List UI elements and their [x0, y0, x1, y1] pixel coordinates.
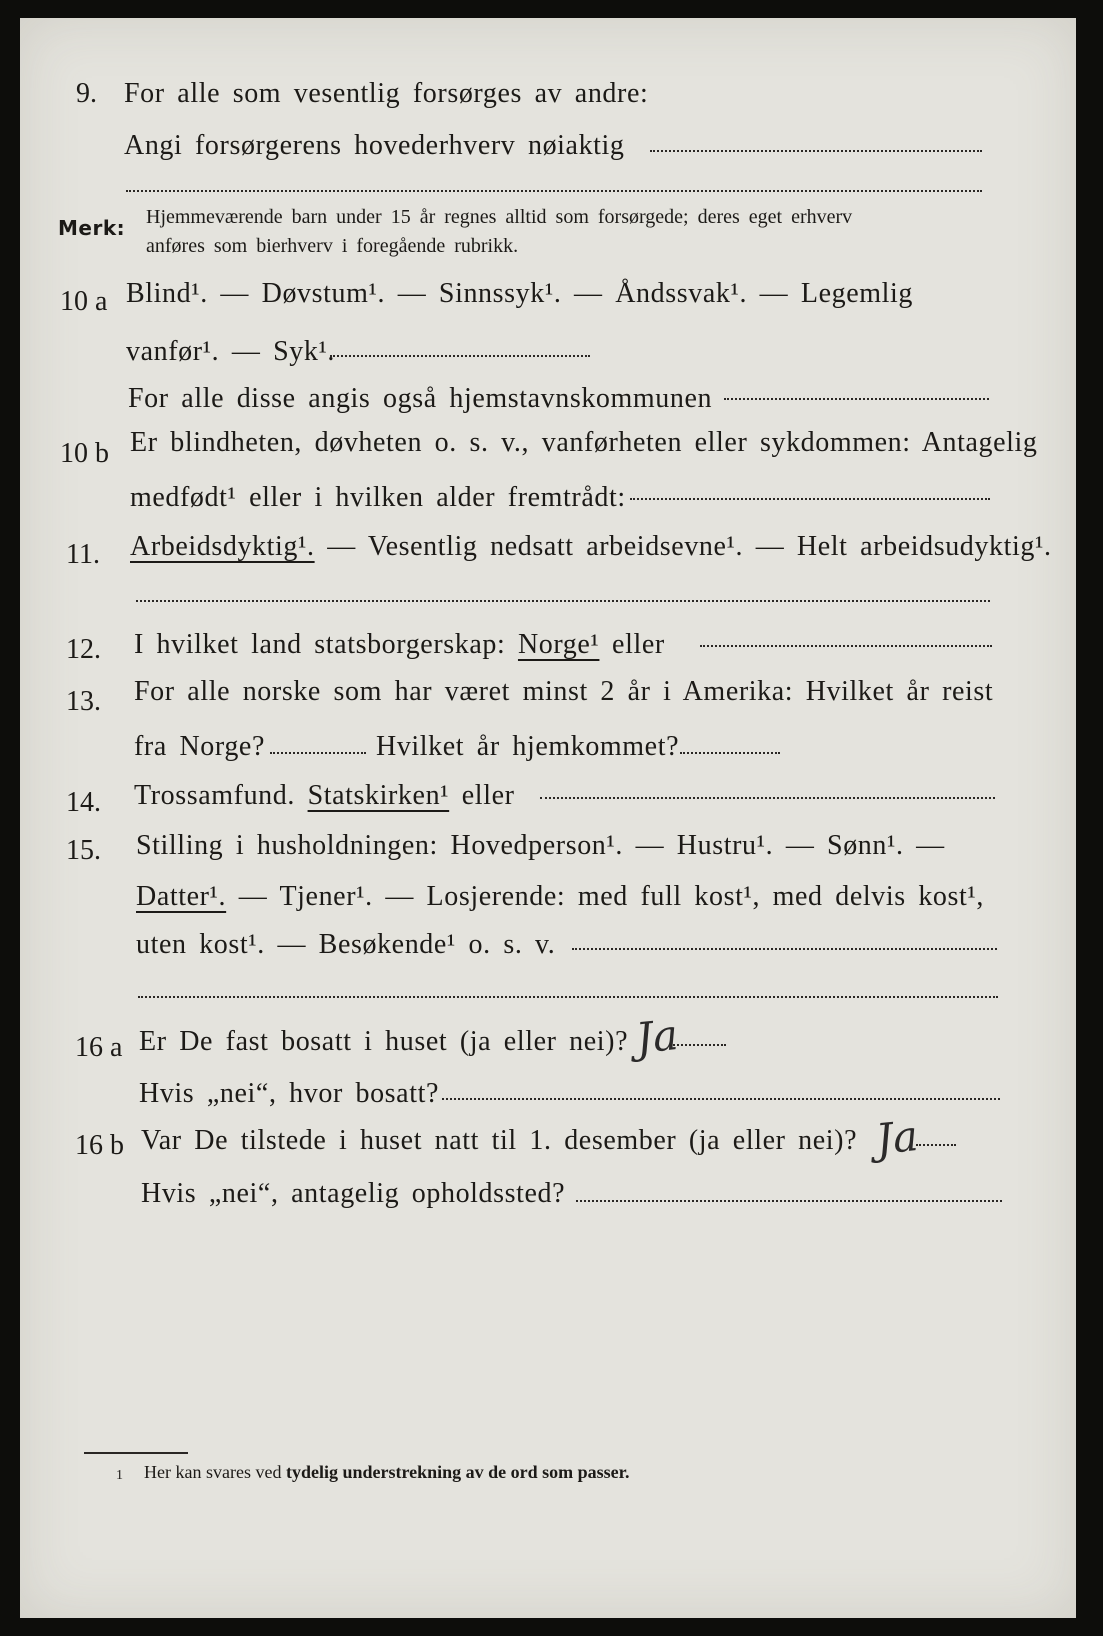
question-15-options: Datter¹. — Tjener¹. — Losjerende: med full kost¹, med delvis kost¹,	[136, 881, 985, 912]
handwritten-answer-16a: Ja	[633, 1009, 681, 1064]
option-statskirken[interactable]: Statskirken¹	[307, 780, 450, 811]
question-9-prompt: Angi forsørgerens hovederhverv nøiaktig	[124, 130, 625, 161]
footnote-mark: 1	[116, 1468, 123, 1483]
answer-field-q16a-bosatt[interactable]	[442, 1098, 1000, 1100]
answer-field-q9[interactable]	[650, 150, 982, 152]
question-16b-prompt: Hvis „nei“, antagelig opholdssted?	[141, 1178, 566, 1209]
answer-field-q16b-opholdssted[interactable]	[576, 1200, 1002, 1202]
question-10a-number: 10 a	[60, 286, 108, 317]
question-15-number: 15.	[66, 835, 101, 866]
question-10b-number: 10 b	[60, 438, 109, 469]
answer-field-q12[interactable]	[700, 645, 992, 647]
section-divider	[136, 600, 990, 602]
answer-field-q16b[interactable]	[916, 1144, 956, 1146]
question-16b-text: Var De tilstede i huset natt til 1. desember (ja eller nei)?	[141, 1125, 858, 1156]
answer-field-q16a[interactable]	[670, 1044, 726, 1046]
question-10a-prompt: For alle disse angis også hjemstavnskommunen	[128, 383, 713, 414]
question-16a-number: 16 a	[75, 1032, 123, 1063]
question-13-text: For alle norske som har været minst 2 år i Amerika: Hvilket år reist	[134, 676, 994, 707]
footnote-rule	[84, 1452, 188, 1454]
question-10b-text: Er blindheten, døvheten o. s. v., vanførheten eller sykdommen: Antagelig	[130, 427, 1038, 458]
question-11-other-options: — Vesentlig nedsatt arbeidsevne¹. — Helt arbeidsudyktig¹.	[327, 531, 1052, 562]
question-9-number: 9.	[76, 78, 97, 109]
option-datter[interactable]: Datter¹.	[136, 881, 227, 912]
question-11-number: 11.	[66, 539, 100, 570]
question-13-prompt-reist: fra Norge?	[134, 731, 265, 762]
question-14-number: 14.	[66, 787, 101, 818]
question-12-number: 12.	[66, 634, 101, 665]
note-text-line1: Hjemmeværende barn under 15 år regnes alltid som forsørgede; deres eget erhverv	[146, 206, 853, 228]
answer-field-q9-line2[interactable]	[126, 190, 982, 192]
note-text-line2: anføres som bierhverv i foregående rubrikk.	[146, 235, 519, 257]
answer-field-q10a-kommune[interactable]	[724, 398, 989, 400]
answer-field-q13-reist[interactable]	[270, 752, 366, 754]
answer-field-q15[interactable]	[572, 948, 997, 950]
question-10a-options-2: vanfør¹. — Syk¹.	[126, 336, 336, 367]
answer-field-q14[interactable]	[540, 797, 995, 799]
question-13-number: 13.	[66, 686, 101, 717]
question-16b-number: 16 b	[75, 1130, 124, 1161]
question-16a-text: Er De fast bosatt i huset (ja eller nei)?	[139, 1026, 629, 1057]
question-12-text: I hvilket land statsborgerskap: Norge¹ eller	[134, 629, 665, 660]
question-14-text: Trossamfund. Statskirken¹ eller	[134, 780, 515, 811]
question-16a-prompt: Hvis „nei“, hvor bosatt?	[139, 1078, 439, 1109]
question-15-options-2: uten kost¹. — Besøkende¹ o. s. v.	[136, 929, 556, 960]
answer-field-q13-hjemkommet[interactable]	[680, 752, 780, 754]
question-15-text: Stilling i husholdningen: Hovedperson¹. — Hustru¹. — Sønn¹. —	[136, 830, 945, 861]
option-norge[interactable]: Norge¹	[517, 629, 600, 660]
question-10a-options: Blind¹. — Døvstum¹. — Sinnssyk¹. — Åndssvak¹. — Legemlig	[126, 278, 913, 309]
footnote-text: Her kan svares ved tydelig understrekning av de ord som passer.	[144, 1462, 630, 1482]
answer-field-q10a[interactable]	[330, 355, 590, 357]
option-arbeidsdyktig[interactable]: Arbeidsdyktig¹.	[130, 531, 315, 562]
section-divider-2	[138, 996, 998, 998]
question-9-text: For alle som vesentlig forsørges av andre:	[124, 78, 649, 109]
question-13-prompt-hjemkommet: Hvilket år hjemkommet?	[376, 731, 680, 762]
handwritten-answer-16b: Ja	[873, 1110, 921, 1165]
question-11-options	[130, 530, 1052, 564]
answer-field-q10b[interactable]	[630, 498, 990, 500]
question-10b-prompt: medfødt¹ eller i hvilken alder fremtrådt:	[130, 482, 626, 513]
note-label: Merk:	[58, 216, 126, 240]
